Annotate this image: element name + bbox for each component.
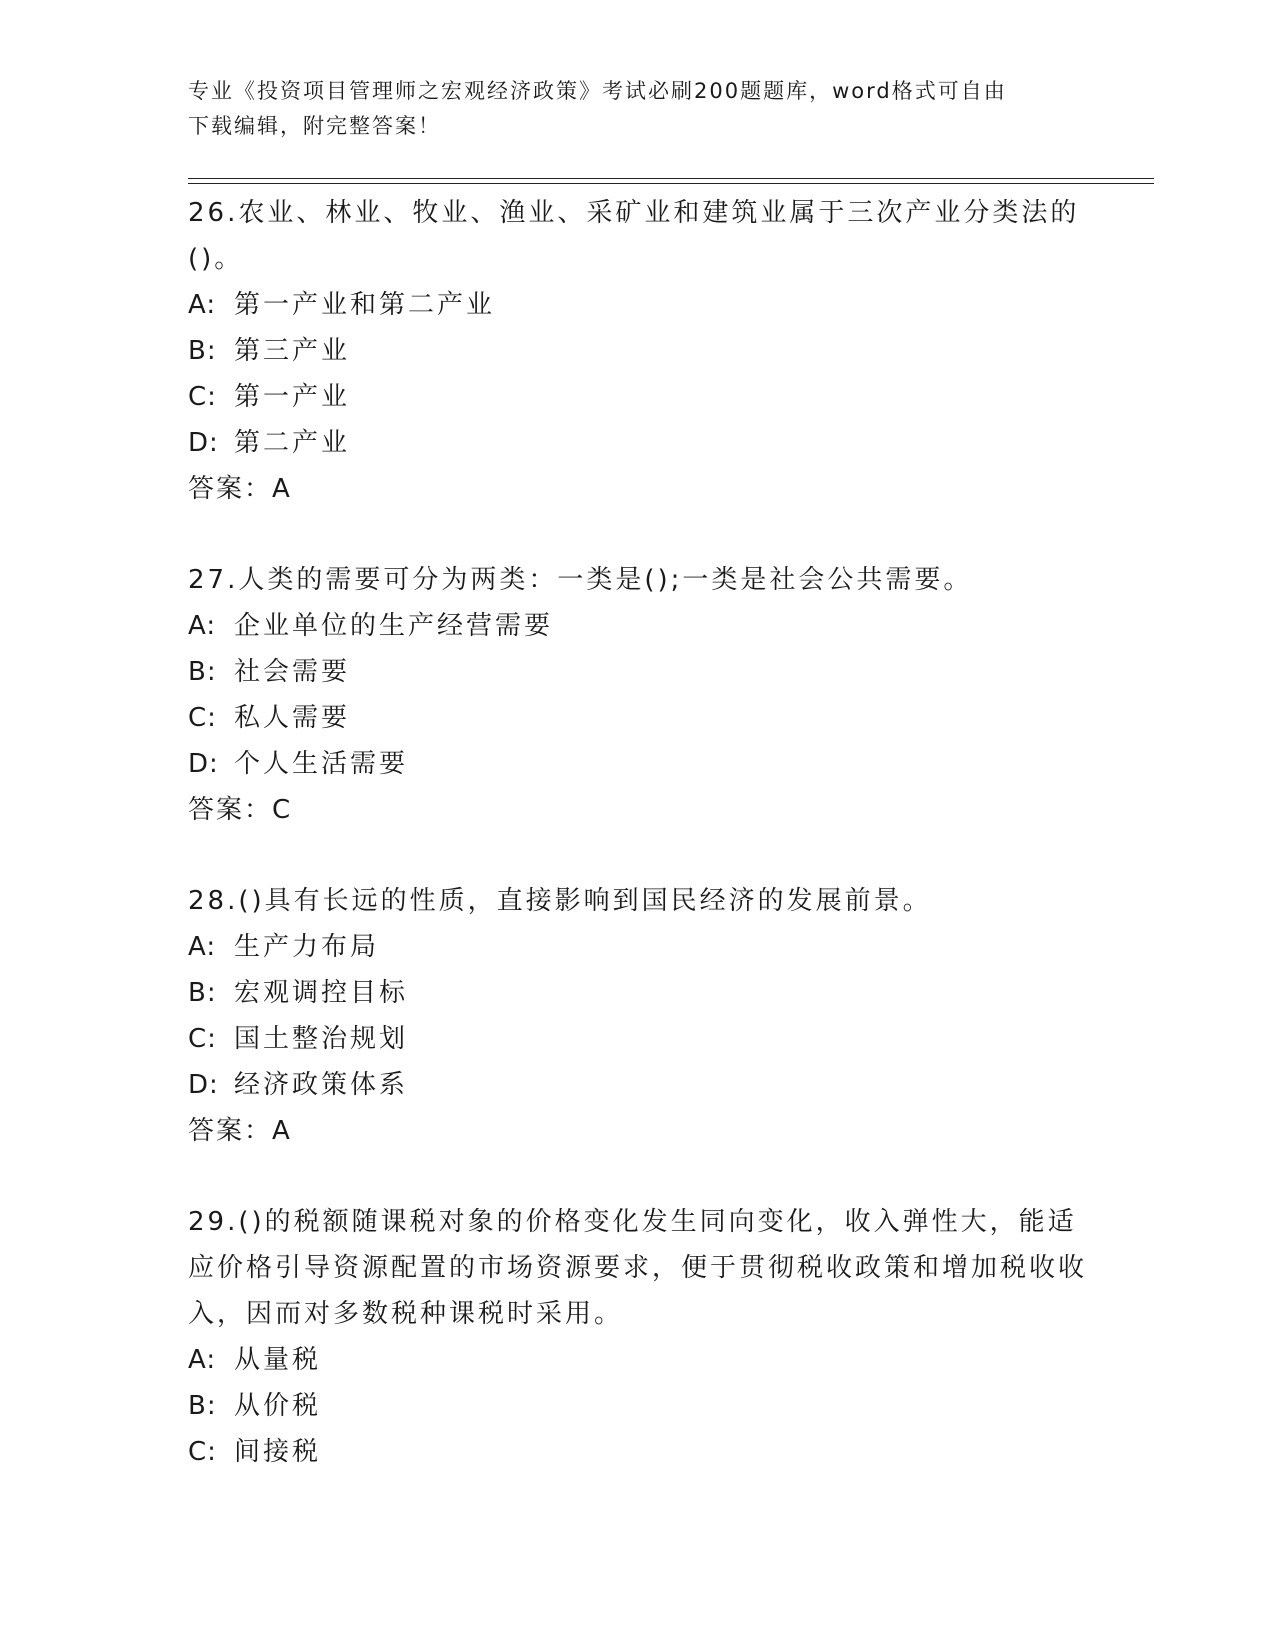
option-letter: C: — [188, 703, 217, 733]
question-list — [188, 190, 1088, 1475]
document-header — [188, 74, 1068, 144]
option-letter: B: — [188, 1391, 217, 1421]
option-a — [188, 924, 1088, 970]
option-text: 宏观调控目标 — [234, 978, 409, 1008]
option-letter: C: — [188, 1437, 217, 1467]
header-line-2: 下载编辑，附完整答案！ — [188, 114, 441, 138]
header-divider-top — [188, 178, 1154, 179]
option-c — [188, 1016, 1088, 1062]
option-a — [188, 603, 1088, 649]
option-letter: C: — [188, 1024, 217, 1054]
answer-label: 答案： — [188, 795, 273, 825]
question-27 — [188, 557, 1088, 833]
option-d — [188, 741, 1088, 787]
option-letter: A: — [188, 1345, 217, 1375]
option-letter: D: — [188, 1070, 219, 1100]
option-c — [188, 695, 1088, 741]
option-letter: C: — [188, 382, 217, 412]
option-b — [188, 328, 1088, 374]
option-letter: B: — [188, 336, 217, 366]
option-letter: D: — [188, 749, 219, 779]
answer-label: 答案： — [188, 474, 273, 504]
answer-value: C — [272, 795, 292, 825]
option-text: 第一产业 — [234, 382, 351, 412]
option-letter: A: — [188, 932, 217, 962]
answer-line — [188, 466, 1088, 512]
option-letter: B: — [188, 657, 217, 687]
option-text: 第一产业和第二产业 — [234, 290, 496, 320]
question-stem: 28.()具有长远的性质，直接影响到国民经济的发展前景。 — [188, 886, 932, 916]
question-26 — [188, 190, 1088, 512]
question-stem: 26.农业、林业、牧业、渔业、采矿业和建筑业属于三次产业分类法的()。 — [188, 198, 1080, 274]
option-b — [188, 970, 1088, 1016]
question-stem: 29.()的税额随课税对象的价格变化发生同向变化，收入弹性大，能适应价格引导资源配置的市场资源要求，便于贯彻税收政策和增加税收收入，因而对多数税种课税时采用。 — [188, 1207, 1088, 1329]
option-text: 第三产业 — [234, 336, 351, 366]
option-text: 国土整治规划 — [234, 1024, 409, 1054]
header-divider-bottom — [188, 183, 1154, 184]
option-b — [188, 649, 1088, 695]
option-letter: A: — [188, 290, 217, 320]
option-text: 私人需要 — [234, 703, 351, 733]
question-29 — [188, 1199, 1088, 1475]
option-text: 第二产业 — [234, 428, 351, 458]
option-text: 生产力布局 — [234, 932, 380, 962]
option-text: 企业单位的生产经营需要 — [234, 611, 554, 641]
answer-label: 答案： — [188, 1116, 273, 1146]
option-text: 从量税 — [234, 1345, 322, 1375]
answer-line — [188, 787, 1088, 833]
option-text: 社会需要 — [234, 657, 351, 687]
answer-value: A — [272, 474, 291, 504]
option-text: 间接税 — [234, 1437, 322, 1467]
option-c — [188, 1429, 1088, 1475]
option-a — [188, 282, 1088, 328]
option-text: 经济政策体系 — [234, 1070, 409, 1100]
answer-line — [188, 1108, 1088, 1154]
option-text: 从价税 — [234, 1391, 322, 1421]
option-letter: D: — [188, 428, 219, 458]
option-a — [188, 1337, 1088, 1383]
option-text: 个人生活需要 — [234, 749, 409, 779]
option-c — [188, 374, 1088, 420]
question-28 — [188, 878, 1088, 1154]
option-letter: B: — [188, 978, 217, 1008]
option-b — [188, 1383, 1088, 1429]
question-stem: 27.人类的需要可分为两类：一类是();一类是社会公共需要。 — [188, 565, 973, 595]
answer-value: A — [272, 1116, 291, 1146]
option-letter: A: — [188, 611, 217, 641]
option-d — [188, 420, 1088, 466]
header-line-1: 专业《投资项目管理师之宏观经济政策》考试必刷200题题库，word格式可自由 — [188, 79, 1007, 103]
option-d — [188, 1062, 1088, 1108]
